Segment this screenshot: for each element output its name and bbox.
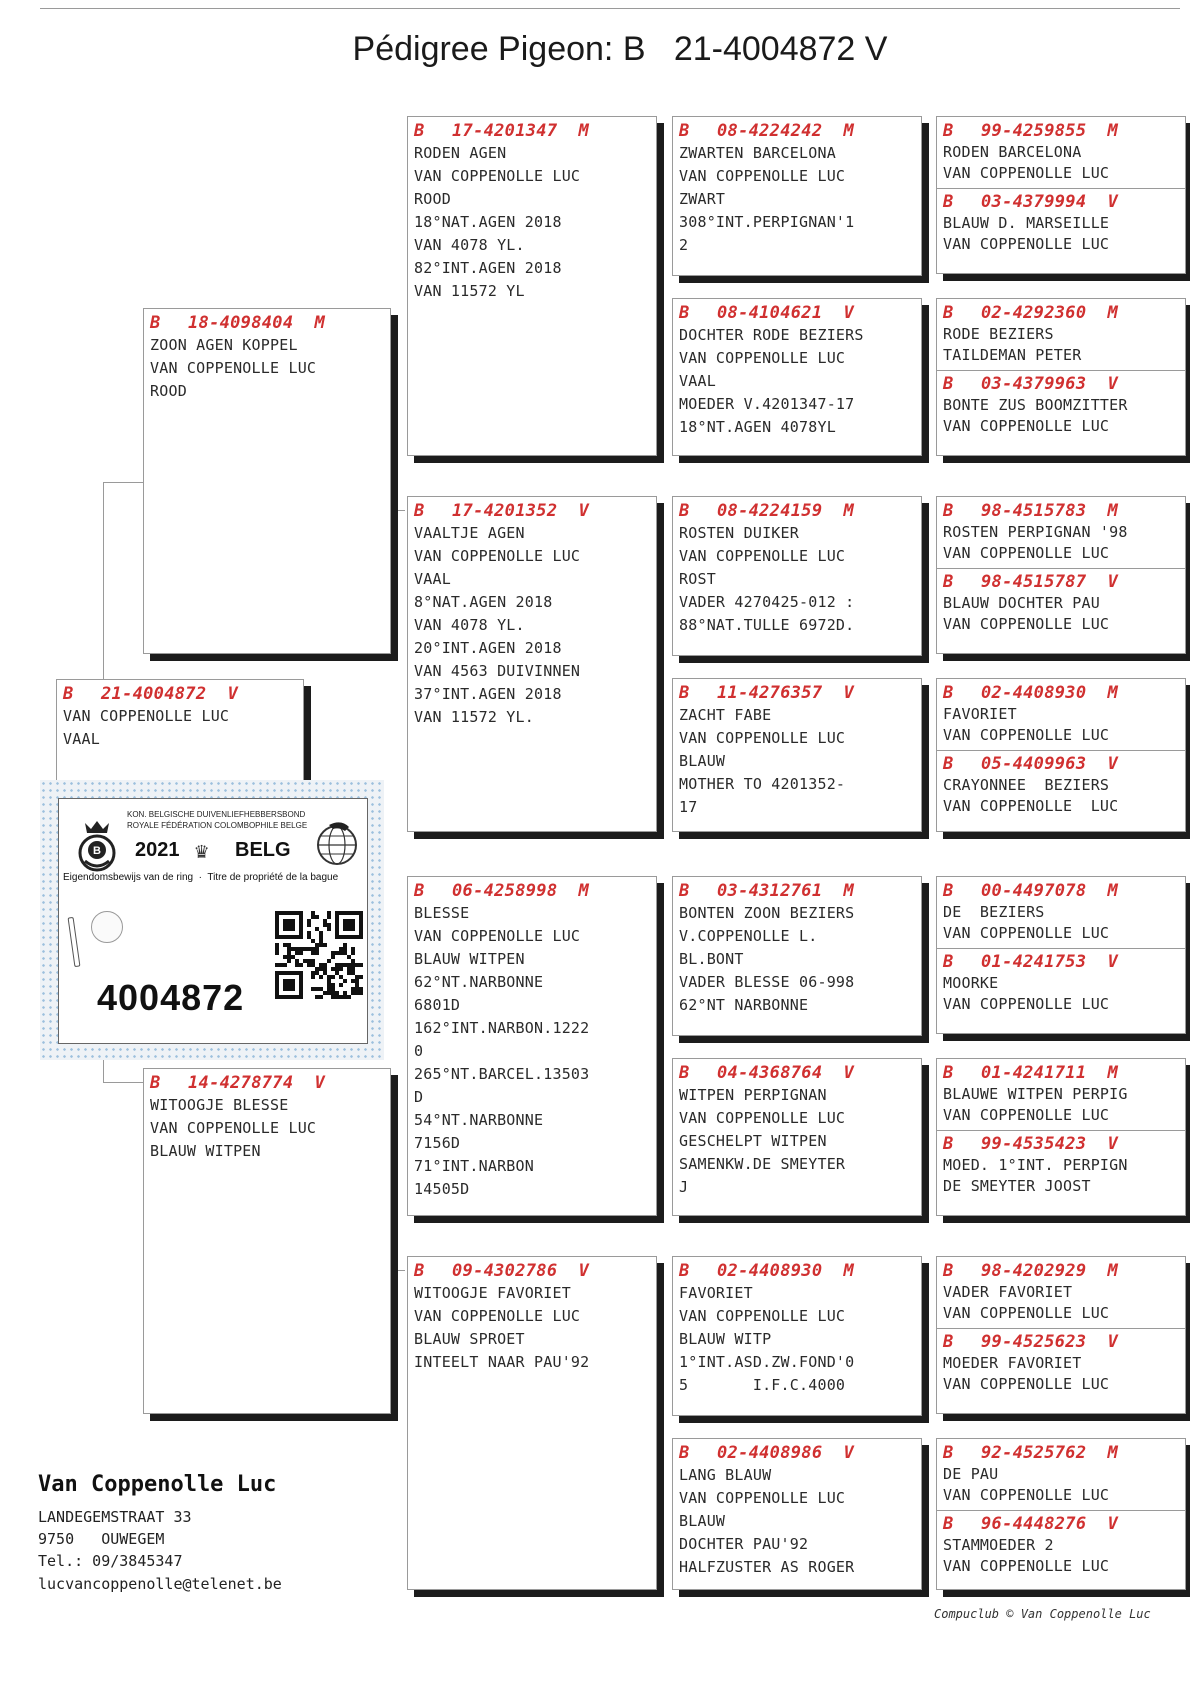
ring-header xyxy=(679,682,915,704)
owner-email[interactable]: lucvancoppenolle@telenet.be xyxy=(38,1575,282,1593)
ring-header xyxy=(63,683,297,705)
qr-code-icon[interactable] xyxy=(275,911,363,999)
pigeon-card-fff[interactable] xyxy=(672,116,922,276)
ring-sex: M xyxy=(1107,683,1118,703)
ring-number: 05-4409963 xyxy=(981,754,1087,774)
pigeon-info-line: 62°NT NARBONNE xyxy=(679,996,809,1014)
fci-globe-logo-icon xyxy=(311,817,363,867)
ring-header xyxy=(679,500,915,522)
pigeon-info-line: VAN COPPENOLLE LUC xyxy=(943,544,1110,562)
pigeon-info-line: ROOD xyxy=(150,382,187,400)
ring-header xyxy=(679,1260,915,1282)
ring-sex: V xyxy=(843,683,854,703)
connector xyxy=(103,1082,143,1083)
ring-country: B xyxy=(63,684,74,704)
ring-number: 18-4098404 xyxy=(188,313,294,333)
org-name-nl: KON. BELGISCHE DUIVENLIEFHEBBERSBOND xyxy=(127,810,306,819)
ring-country: B xyxy=(150,1073,161,1093)
ring-sex: V xyxy=(1107,1332,1118,1352)
pigeon-info-line: CRAYONNEE BEZIERS xyxy=(943,776,1110,794)
pigeon-info-line: MOEDER FAVORIET xyxy=(943,1354,1082,1372)
pigeon-pair-1[interactable] xyxy=(936,116,1186,274)
pigeon-info-line: 18°NAT.AGEN 2018 xyxy=(414,213,562,231)
ring-country: B xyxy=(943,952,954,972)
ring-number: 21-4004872 xyxy=(101,684,207,704)
pigeon-info-line: BONTEN ZOON BEZIERS xyxy=(679,904,855,922)
pigeon-pair-3[interactable] xyxy=(936,496,1186,654)
pigeon-info-line: INTEELT NAAR PAU'92 xyxy=(414,1353,590,1371)
pigeon-info-line: DOCHTER PAU'92 xyxy=(679,1535,809,1553)
ring-header xyxy=(943,753,1179,775)
connector xyxy=(393,316,394,510)
pigeon-info-line: VAN COPPENOLLE LUC xyxy=(943,1557,1110,1575)
ring-number: 00-4497078 xyxy=(981,881,1087,901)
ring-country: B xyxy=(943,121,954,141)
pigeon-info-line: BLAUW D. MARSEILLE xyxy=(943,214,1110,232)
ring-country: B xyxy=(943,1261,954,1281)
ring-country: B xyxy=(943,1514,954,1534)
ring-country: B xyxy=(414,881,425,901)
ring-number: 06-4258998 xyxy=(452,881,558,901)
ring-number: 08-4224159 xyxy=(717,501,823,521)
pigeon-info-line: FAVORIET xyxy=(679,1284,753,1302)
connector xyxy=(393,1270,405,1271)
pigeon-info-line: GESCHELPT WITPEN xyxy=(679,1132,827,1150)
ring-year: 2021 xyxy=(135,839,180,861)
ring-header xyxy=(943,1513,1179,1535)
pigeon-info-line: VAN COPPENOLLE LUC xyxy=(943,1375,1110,1393)
pigeon-info-line: VAN COPPENOLLE LUC xyxy=(943,995,1110,1013)
pigeon-pair-5[interactable] xyxy=(936,876,1186,1034)
pigeon-card-mother[interactable] xyxy=(143,1068,391,1414)
pigeon-info-line: VAN COPPENOLLE LUC xyxy=(414,1307,581,1325)
ring-country: B xyxy=(679,1063,690,1083)
pigeon-info-line: BLAUW SPROET xyxy=(414,1330,525,1348)
pigeon-pair-6[interactable] xyxy=(936,1058,1186,1216)
ring-header xyxy=(943,302,1179,324)
pair-divider xyxy=(937,948,1185,949)
ring-number: 99-4535423 xyxy=(981,1134,1087,1154)
connector xyxy=(393,510,405,511)
pigeon-info-line: 308°INT.PERPIGNAN'1 xyxy=(679,213,855,231)
pigeon-info-line: WITOOGJE BLESSE xyxy=(150,1096,289,1114)
ring-number: 98-4515783 xyxy=(981,501,1087,521)
ring-property-text: Eigendomsbewijs van de ring · Titre de propriété de la bague xyxy=(63,872,339,883)
pigeon-info-line: 14505D xyxy=(414,1180,470,1198)
ring-sex: V xyxy=(578,1261,589,1281)
pigeon-info-line: ZWART xyxy=(679,190,726,208)
owner-phone: Tel.: 09/3845347 xyxy=(38,1552,183,1570)
ring-country: B xyxy=(679,1261,690,1281)
ring-number: 14-4278774 xyxy=(188,1073,294,1093)
pigeon-info-line: DOCHTER RODE BEZIERS xyxy=(679,326,864,344)
ring-header xyxy=(943,373,1179,395)
ring-country: B xyxy=(943,683,954,703)
owner-city: 9750 OUWEGEM xyxy=(38,1530,165,1548)
pigeon-info-line: 5 I.F.C.4000 xyxy=(679,1376,846,1394)
pigeon-info-line: BLAUW xyxy=(679,1512,726,1530)
pigeon-info-line: VAN COPPENOLLE LUC xyxy=(943,615,1110,633)
pigeon-info-line: VAN COPPENOLLE LUC xyxy=(414,927,581,945)
ring-number: 04-4368764 xyxy=(717,1063,823,1083)
pigeon-info-line: V.COPPENOLLE L. xyxy=(679,927,818,945)
ring-header xyxy=(943,1133,1179,1155)
ring-number: 96-4448276 xyxy=(981,1514,1087,1534)
pigeon-info-line: 54°NT.NARBONNE xyxy=(414,1111,544,1129)
pigeon-info-line: STAMMOEDER 2 xyxy=(943,1536,1054,1554)
pigeon-info-line: BLAUWE WITPEN PERPIG xyxy=(943,1085,1128,1103)
pigeon-info-line: HALFZUSTER AS ROGER xyxy=(679,1558,855,1576)
pigeon-info-line: 1°INT.ASD.ZW.FOND'0 xyxy=(679,1353,855,1371)
ring-number: 11-4276357 xyxy=(717,683,823,703)
pigeon-info-line: 62°NT.NARBONNE xyxy=(414,973,544,991)
pigeon-info-line: WITPEN PERPIGNAN xyxy=(679,1086,827,1104)
pigeon-info-line: 17 xyxy=(679,798,698,816)
ring-header xyxy=(679,1062,915,1084)
org-name-fr: ROYALE FÉDÉRATION COLOMBOPHILE BELGE xyxy=(127,821,308,830)
pigeon-pair-8[interactable] xyxy=(936,1438,1186,1590)
ring-number: 02-4408986 xyxy=(717,1443,823,1463)
ring-header xyxy=(943,1062,1179,1084)
ring-header xyxy=(943,1442,1179,1464)
owner-street: LANDEGEMSTRAAT 33 xyxy=(38,1508,192,1526)
pigeon-info-line: BLAUW DOCHTER PAU xyxy=(943,594,1100,612)
ring-sex: M xyxy=(1107,501,1118,521)
ring-country: B xyxy=(679,121,690,141)
ring-sex: M xyxy=(314,313,325,333)
pigeon-info-line: VAAL xyxy=(679,372,716,390)
ring-header xyxy=(679,302,915,324)
ring-sex: M xyxy=(1107,1063,1118,1083)
ring-sex: V xyxy=(843,1063,854,1083)
pigeon-info-line: VADER FAVORIET xyxy=(943,1283,1073,1301)
ring-sex: M xyxy=(578,881,589,901)
pigeon-info-line: 265°NT.BARCEL.13503 xyxy=(414,1065,590,1083)
ring-country: B xyxy=(943,754,954,774)
ring-sex: M xyxy=(1107,1443,1118,1463)
ring-country: B xyxy=(943,374,954,394)
ring-number: 01-4241753 xyxy=(981,952,1087,972)
pigeon-card-father[interactable] xyxy=(143,308,391,654)
ring-sex: M xyxy=(1107,1261,1118,1281)
ring-ownership-card xyxy=(40,780,384,1060)
pigeon-info-line: VAALTJE AGEN xyxy=(414,524,525,542)
pigeon-info-line: 71°INT.NARBON xyxy=(414,1157,534,1175)
pigeon-info-line: 20°INT.AGEN 2018 xyxy=(414,639,562,657)
ring-country: B xyxy=(679,501,690,521)
pigeon-info-line: MOTHER TO 4201352- xyxy=(679,775,846,793)
ring-country: B xyxy=(943,192,954,212)
pair-divider xyxy=(937,1328,1185,1329)
paperclip-icon xyxy=(68,917,81,967)
ring-header xyxy=(943,1260,1179,1282)
ring-country: B xyxy=(414,121,425,141)
pigeon-pair-2[interactable] xyxy=(936,298,1186,456)
ring-sex: M xyxy=(843,501,854,521)
pigeon-info-line: LANG BLAUW xyxy=(679,1466,772,1484)
pigeon-info-line: BLAUW WITPEN xyxy=(150,1142,261,1160)
ring-header xyxy=(943,191,1179,213)
owner-name: Van Coppenolle Luc xyxy=(38,1472,277,1497)
ring-header xyxy=(943,500,1179,522)
ring-number: 02-4408930 xyxy=(981,683,1087,703)
ring-sex: V xyxy=(1107,572,1118,592)
pigeon-info-line: BLAUW WITPEN xyxy=(414,950,525,968)
pair-divider xyxy=(937,1510,1185,1511)
pigeon-info-line: VAN COPPENOLLE LUC xyxy=(679,349,846,367)
ring-country: B xyxy=(150,313,161,333)
pigeon-info-line: DE BEZIERS xyxy=(943,903,1045,921)
pigeon-card-subject[interactable] xyxy=(56,679,304,785)
pigeon-info-line: ZWARTEN BARCELONA xyxy=(679,144,836,162)
pigeon-info-line: 88°NAT.TULLE 6972D. xyxy=(679,616,855,634)
pigeon-info-line: ZOON AGEN KOPPEL xyxy=(150,336,298,354)
kbdb-logo-icon xyxy=(71,817,123,873)
top-rule xyxy=(40,8,1180,9)
ring-sex: M xyxy=(843,881,854,901)
pigeon-info-line: VAN 11572 YL xyxy=(414,282,525,300)
pigeon-info-line: VAN 11572 YL. xyxy=(414,708,534,726)
ring-header xyxy=(943,571,1179,593)
pigeon-info-line: VAN COPPENOLLE LUC xyxy=(943,164,1110,182)
pigeon-info-line: VAN COPPENOLLE LUC xyxy=(150,359,317,377)
ring-header xyxy=(414,880,650,902)
ring-sex: V xyxy=(1107,1134,1118,1154)
ring-header xyxy=(943,951,1179,973)
pigeon-card-mmm[interactable] xyxy=(672,1438,922,1590)
pigeon-info-line: 8°NAT.AGEN 2018 xyxy=(414,593,553,611)
pigeon-info-line: DE SMEYTER JOOST xyxy=(943,1177,1091,1195)
ring-country: B xyxy=(679,303,690,323)
pigeon-info-line: J xyxy=(679,1178,689,1196)
pigeon-info-line: 82°INT.AGEN 2018 xyxy=(414,259,562,277)
pigeon-pair-4[interactable] xyxy=(936,678,1186,832)
ring-country: B xyxy=(943,501,954,521)
pigeon-info-line: 0 xyxy=(414,1042,424,1060)
pair-divider xyxy=(937,370,1185,371)
connector xyxy=(393,1080,394,1270)
ring-number: 09-4302786 xyxy=(452,1261,558,1281)
ring-country: B xyxy=(943,572,954,592)
pigeon-info-line: VAN COPPENOLLE LUC xyxy=(943,1304,1110,1322)
ring-number: 02-4292360 xyxy=(981,303,1087,323)
ring-header xyxy=(150,312,384,334)
pigeon-card-ff[interactable] xyxy=(407,116,657,456)
ring-sex: M xyxy=(1107,121,1118,141)
pigeon-info-line: VAN COPPENOLLE LUC xyxy=(150,1119,317,1137)
pigeon-card-fmm[interactable] xyxy=(672,678,922,832)
pigeon-info-line: D xyxy=(414,1088,424,1106)
pigeon-info-line: VAN 4078 YL. xyxy=(414,236,525,254)
connector xyxy=(103,482,143,483)
pigeon-info-line: SAMENKW.DE SMEYTER xyxy=(679,1155,846,1173)
page-title: Pédigree Pigeon: B 21-4004872 V xyxy=(352,30,888,68)
pigeon-card-ffm[interactable] xyxy=(672,298,922,456)
pigeon-card-mmf[interactable] xyxy=(672,1256,922,1416)
ring-country: B xyxy=(679,683,690,703)
ring-number: 08-4224242 xyxy=(717,121,823,141)
pigeon-info-line: ROOD xyxy=(414,190,451,208)
ring-number: 02-4408930 xyxy=(717,1261,823,1281)
ring-sex: V xyxy=(578,501,589,521)
pigeon-info-line: VADER 4270425-012 : xyxy=(679,593,855,611)
pigeon-info-line: ROST xyxy=(679,570,716,588)
pigeon-info-line: VAN COPPENOLLE LUC xyxy=(943,1486,1110,1504)
pigeon-card-mff[interactable] xyxy=(672,876,922,1036)
pigeon-card-mfm[interactable] xyxy=(672,1058,922,1216)
ring-header xyxy=(943,682,1179,704)
ring-country: B xyxy=(679,881,690,901)
pigeon-info-line: ROSTEN DUIKER xyxy=(679,524,799,542)
ring-header xyxy=(414,1260,650,1282)
pigeon-info-line: WITOOGJE FAVORIET xyxy=(414,1284,571,1302)
pigeon-info-line: VAN COPPENOLLE LUC xyxy=(943,726,1110,744)
ring-sex: V xyxy=(314,1073,325,1093)
pigeon-info-line: DE PAU xyxy=(943,1465,999,1483)
pigeon-info-line: VAN COPPENOLLE LUC xyxy=(679,1307,846,1325)
pigeon-info-line: MOORKE xyxy=(943,974,999,992)
ring-country: B xyxy=(414,501,425,521)
ring-header xyxy=(414,500,650,522)
pigeon-info-line: MOED. 1°INT. PERPIGN xyxy=(943,1156,1128,1174)
ring-hole xyxy=(91,911,123,943)
ring-number: 03-4312761 xyxy=(717,881,823,901)
ring-number: 92-4525762 xyxy=(981,1443,1087,1463)
pigeon-info-line: TAILDEMAN PETER xyxy=(943,346,1082,364)
ring-sex: M xyxy=(843,121,854,141)
ring-sex: M xyxy=(1107,303,1118,323)
pigeon-pair-7[interactable] xyxy=(936,1256,1186,1414)
ring-sex: M xyxy=(1107,881,1118,901)
ring-number: 01-4241711 xyxy=(981,1063,1087,1083)
ring-number: 4004872 xyxy=(97,977,245,1018)
ring-sex: V xyxy=(1107,1514,1118,1534)
ring-header xyxy=(679,880,915,902)
pigeon-info-line: VAN COPPENOLLE LUC xyxy=(679,547,846,565)
pigeon-info-line: 6801D xyxy=(414,996,461,1014)
pigeon-info-line: VAN COPPENOLLE LUC xyxy=(679,167,846,185)
pigeon-info-line: VAN COPPENOLLE LUC xyxy=(943,797,1119,815)
ring-country: B xyxy=(943,881,954,901)
ring-country: B xyxy=(943,1134,954,1154)
ring-sex: V xyxy=(1107,952,1118,972)
ring-country: BELG xyxy=(235,839,291,861)
ring-number: 17-4201352 xyxy=(452,501,558,521)
pigeon-info-line: VAN COPPENOLLE LUC xyxy=(679,1109,846,1127)
pigeon-info-line: VAN COPPENOLLE LUC xyxy=(63,707,230,725)
ring-sex: V xyxy=(227,684,238,704)
ring-country: B xyxy=(943,1063,954,1083)
pigeon-info-line: BONTE ZUS BOOMZITTER xyxy=(943,396,1128,414)
ring-country: B xyxy=(943,303,954,323)
pigeon-info-line: MOEDER V.4201347-17 xyxy=(679,395,855,413)
ring-number: 98-4515787 xyxy=(981,572,1087,592)
pigeon-info-line: 162°INT.NARBON.1222 xyxy=(414,1019,590,1037)
ring-country: B xyxy=(414,1261,425,1281)
pigeon-info-line: VAN 4563 DUIVINNEN xyxy=(414,662,581,680)
ring-sex: V xyxy=(1107,754,1118,774)
pigeon-info-line: VADER BLESSE 06-998 xyxy=(679,973,855,991)
pigeon-info-line: BLAUW WITP xyxy=(679,1330,772,1348)
pigeon-card-fm[interactable] xyxy=(407,496,657,832)
crown-icon: ♛ xyxy=(195,839,209,864)
pair-divider xyxy=(937,1130,1185,1131)
footer-credit: Compuclub © Van Coppenolle Luc xyxy=(934,1607,1151,1621)
pigeon-card-mf[interactable] xyxy=(407,876,657,1216)
ring-country: B xyxy=(943,1332,954,1352)
pigeon-info-line: ZACHT FABE xyxy=(679,706,772,724)
pigeon-info-line: VAN COPPENOLLE LUC xyxy=(943,924,1110,942)
pigeon-info-line: ROSTEN PERPIGNAN '98 xyxy=(943,523,1128,541)
pigeon-info-line: 2 xyxy=(679,236,689,254)
ring-header xyxy=(943,1331,1179,1353)
pigeon-info-line: VAN 4078 YL. xyxy=(414,616,525,634)
pigeon-card-fmf[interactable] xyxy=(672,496,922,656)
pigeon-info-line: RODEN BARCELONA xyxy=(943,143,1082,161)
ring-number: 03-4379963 xyxy=(981,374,1087,394)
pigeon-info-line: VAN COPPENOLLE LUC xyxy=(414,547,581,565)
ring-sex: V xyxy=(843,1443,854,1463)
pair-divider xyxy=(937,188,1185,189)
pigeon-info-line: FAVORIET xyxy=(943,705,1017,723)
pigeon-info-line: 7156D xyxy=(414,1134,461,1152)
ring-number: 08-4104621 xyxy=(717,303,823,323)
pigeon-info-line: VAN COPPENOLLE LUC xyxy=(943,417,1110,435)
ring-header xyxy=(414,120,650,142)
ring-sex: V xyxy=(1107,192,1118,212)
ring-header xyxy=(943,880,1179,902)
ring-number: 99-4259855 xyxy=(981,121,1087,141)
pair-divider xyxy=(937,750,1185,751)
ring-sex: V xyxy=(1107,374,1118,394)
ring-card-inner xyxy=(58,798,368,1044)
pigeon-card-mm[interactable] xyxy=(407,1256,657,1590)
ring-header xyxy=(943,120,1179,142)
ring-number: 17-4201347 xyxy=(452,121,558,141)
pigeon-info-line: VAAL xyxy=(414,570,451,588)
ring-sex: M xyxy=(578,121,589,141)
pigeon-info-line: VAAL xyxy=(63,730,100,748)
pair-divider xyxy=(937,568,1185,569)
ring-number: 03-4379994 xyxy=(981,192,1087,212)
pigeon-info-line: BLAUW xyxy=(679,752,726,770)
ring-country: B xyxy=(679,1443,690,1463)
pigeon-info-line: VAN COPPENOLLE LUC xyxy=(943,235,1110,253)
ring-sex: M xyxy=(843,1261,854,1281)
ring-country: B xyxy=(943,1443,954,1463)
pigeon-info-line: VAN COPPENOLLE LUC xyxy=(679,729,846,747)
ring-number: 99-4525623 xyxy=(981,1332,1087,1352)
pigeon-info-line: RODEN AGEN xyxy=(414,144,507,162)
ring-header xyxy=(150,1072,384,1094)
pigeon-info-line: 18°NT.AGEN 4078YL xyxy=(679,418,836,436)
pigeon-info-line: RODE BEZIERS xyxy=(943,325,1054,343)
logo-letter: B xyxy=(93,845,101,857)
pigeon-info-line: VAN COPPENOLLE LUC xyxy=(943,1106,1110,1124)
ring-header xyxy=(679,1442,915,1464)
pigeon-info-line: VAN COPPENOLLE LUC xyxy=(679,1489,846,1507)
pigeon-info-line: BL.BONT xyxy=(679,950,744,968)
ring-number: 98-4202929 xyxy=(981,1261,1087,1281)
ring-sex: V xyxy=(843,303,854,323)
pigeon-info-line: 37°INT.AGEN 2018 xyxy=(414,685,562,703)
pigeon-info-line: VAN COPPENOLLE LUC xyxy=(414,167,581,185)
ring-header xyxy=(679,120,915,142)
pigeon-info-line: BLESSE xyxy=(414,904,470,922)
